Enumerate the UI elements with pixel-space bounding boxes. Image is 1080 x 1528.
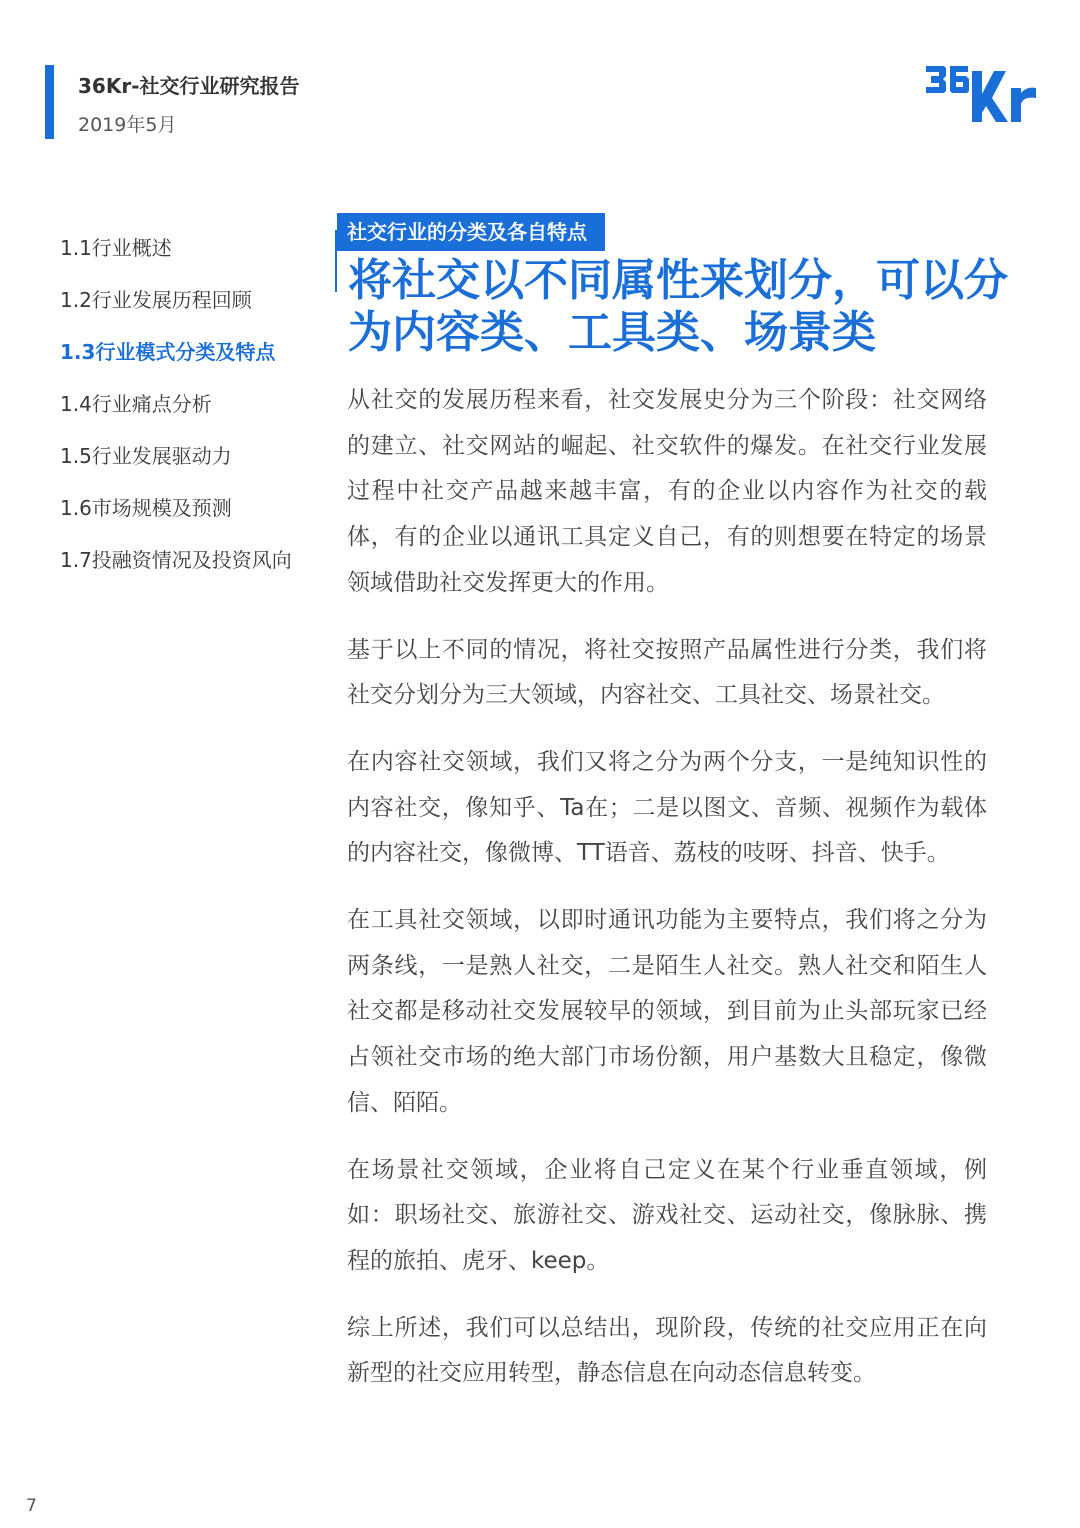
report-title: 36Kr-社交行业研究报告 [78, 74, 300, 98]
toc-item-1-3-active[interactable]: 1.3行业模式分类及特点 [60, 340, 276, 364]
paragraph-5: 在场景社交领域，企业将自己定义在某个行业垂直领域，例如：职场社交、旅游社交、游戏社交、运动社交，像脉脉、携程的旅拍、虎牙、keep。 [347, 1156, 987, 1274]
paragraph-6: 综上所述，我们可以总结出，现阶段，传统的社交应用正在向新型的社交应用转型，静态信息在向动态信息转变。 [347, 1314, 987, 1387]
report-date: 2019年5月 [78, 114, 177, 136]
paragraph-3: 在内容社交领域，我们又将之分为两个分支，一是纯知识性的内容社交，像知乎、Ta在；二是以图文、音频、视频作为载体的内容社交，像微博、TT语音、荔枝的吱呀、抖音、快手。 [347, 748, 987, 867]
paragraph-1: 从社交的发展历程来看，社交发展史分为三个阶段：社交网络的建立、社交网站的崛起、社交软件的爆发。在社交行业发展过程中社交产品越来越丰富，有的企业以内容作为社交的载体，有的企业以通讯工具定义自己，有的则想要在特定的场景领域借助社交发挥更大的作用。 [347, 387, 987, 596]
toc-item-1-1[interactable]: 1.1行业概述 [60, 236, 172, 260]
body-text [347, 378, 987, 1418]
toc-item-1-7[interactable]: 1.7投融资情况及投资风向 [60, 548, 292, 572]
toc-item-1-6[interactable]: 1.6市场规模及预测 [60, 496, 232, 520]
36kr-logo [924, 58, 1040, 128]
header-accent-bar [45, 65, 54, 139]
table-of-contents [60, 222, 300, 586]
section-tag: 社交行业的分类及各自特点 [337, 213, 605, 251]
toc-item-1-4[interactable]: 1.4行业痛点分析 [60, 392, 212, 416]
toc-item-1-2[interactable]: 1.2行业发展历程回顾 [60, 288, 252, 312]
page-number: 7 [26, 1496, 37, 1516]
paragraph-4: 在工具社交领域，以即时通讯功能为主要特点，我们将之分为两条线，一是熟人社交，二是陌生人社交。熟人社交和陌生人社交都是移动社交发展较早的领域，到目前为止头部玩家已经占领社交市场的绝大部门市场份额，用户基数大且稳定，像微信、陌陌。 [347, 907, 987, 1116]
page-headline: 将社交以不同属性来划分，可以分为内容类、工具类、场景类 [348, 255, 1008, 358]
paragraph-2: 基于以上不同的情况，将社交按照产品属性进行分类，我们将社交分划分为三大领域，内容社交、工具社交、场景社交。 [347, 636, 987, 709]
toc-item-1-5[interactable]: 1.5行业发展驱动力 [60, 444, 232, 468]
